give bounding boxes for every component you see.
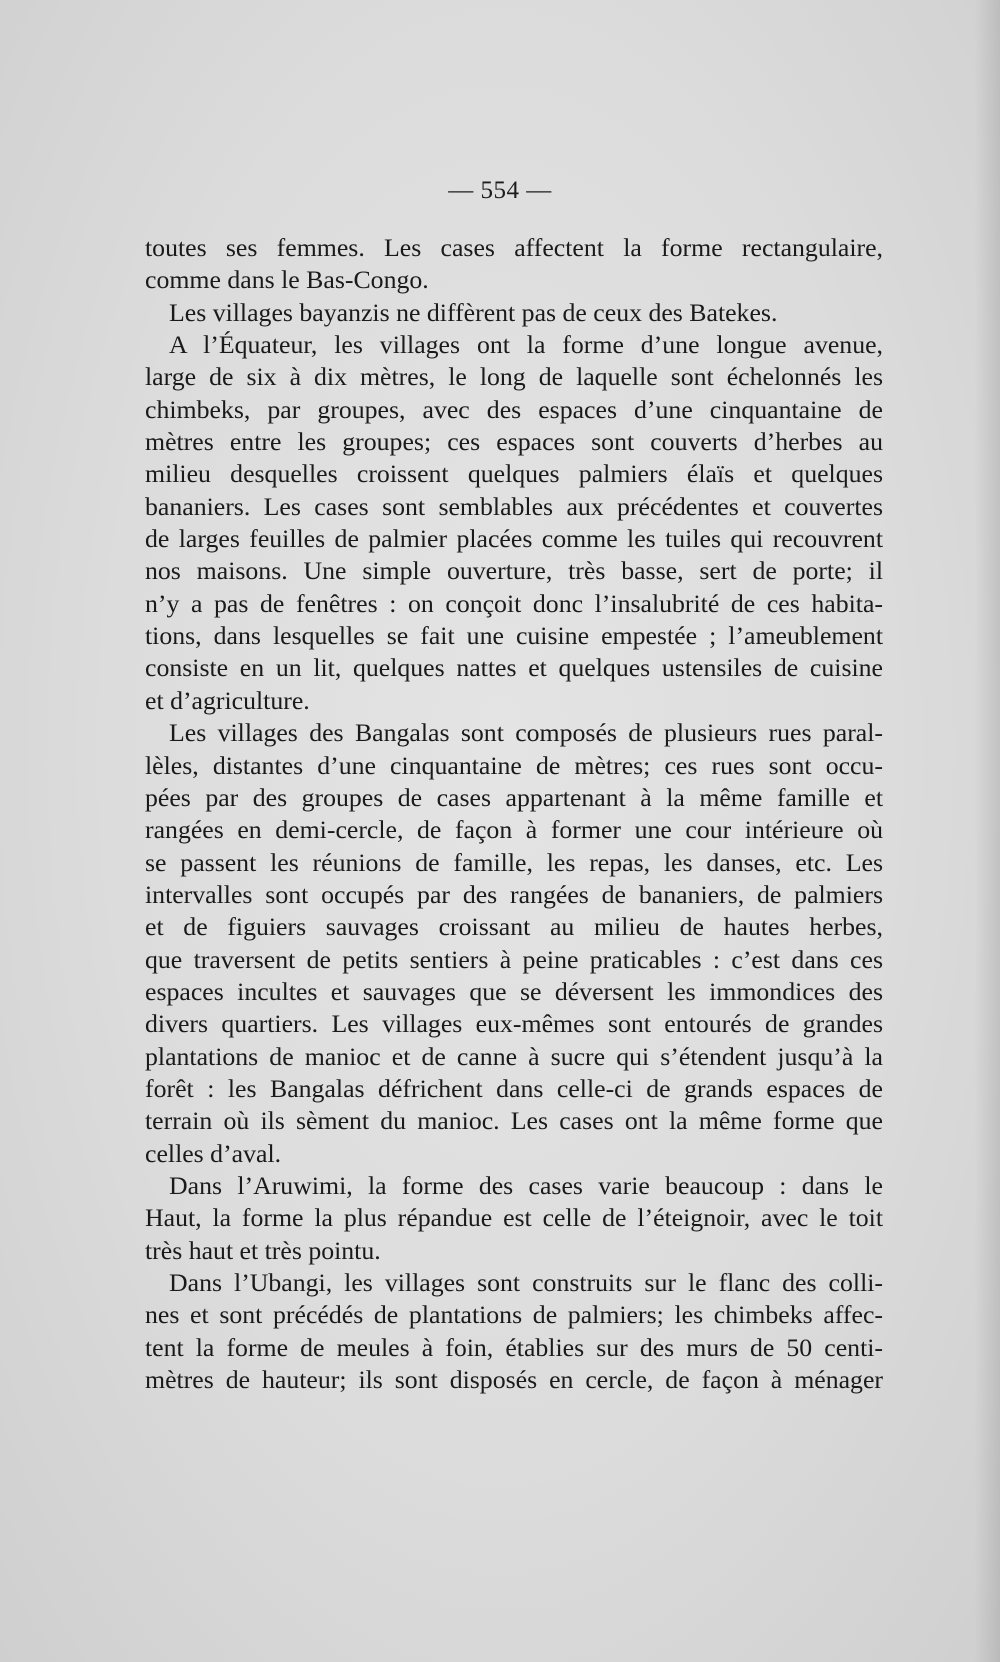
text-line: n’y a pas de fenêtres : on conçoit donc l’insalubrité de ces habita- [145,588,883,618]
text-line: comme dans le Bas-Congo. [145,265,429,295]
text-line: lèles, distantes d’une cinquantaine de mètres; ces rues sont occu- [145,750,883,780]
text-line: large de six à dix mètres, le long de laquelle sont échelonnés les [145,362,883,392]
text-line: se passent les réunions de famille, les repas, les danses, etc. Les [145,847,883,877]
text-line: celles d’aval. [145,1138,282,1168]
text-line: rangées en demi-cercle, de façon à former une cour intérieure où [145,815,883,845]
text-line: milieu desquelles croissent quelques palmiers élaïs et quelques [145,459,883,489]
text-line: très haut et très pointu. [145,1235,381,1265]
text-line: chimbeks, par groupes, avec des espaces d’une cinquantaine de [145,394,883,424]
text-line: mètres entre les groupes; ces espaces sont couverts d’herbes au [145,427,883,457]
text-line: A l’Équateur, les villages ont la forme d’une longue avenue, [169,330,883,360]
text-line: plantations de manioc et de canne à sucre qui s’étendent jusqu’à la [145,1041,883,1071]
text-line: forêt : les Bangalas défrichent dans celle-ci de grands espaces de [145,1073,883,1103]
text-line: terrain où ils sèment du manioc. Les cases ont la même forme que [145,1106,883,1136]
text-line: bananiers. Les cases sont semblables aux précédentes et couvertes [145,491,883,521]
text-line: consiste en un lit, quelques nattes et quelques ustensiles de cuisine [145,653,883,683]
text-line: et d’agriculture. [145,685,310,715]
text-line: Les villages bayanzis ne diffèrent pas de ceux des Batekes. [169,297,778,327]
text-line: que traversent de petits sentiers à peine praticables : c’est dans ces [145,944,883,974]
text-line: nes et sont précédés de plantations de palmiers; les chimbeks affec- [145,1300,883,1330]
text-line: Les villages des Bangalas sont composés de plusieurs rues paral- [169,718,883,748]
page-edge-shadow [974,0,1000,1662]
text-line: espaces incultes et sauvages que se déversent les immondices des [145,976,883,1006]
text-line: et de figuiers sauvages croissant au milieu de hautes herbes, [145,912,883,942]
page-number: — 554 — [448,177,552,204]
text-line: Dans l’Aruwimi, la forme des cases varie beaucoup : dans le [169,1170,883,1200]
text-line: de larges feuilles de palmier placées comme les tuiles qui recouvrent [145,524,883,554]
body-text [145,232,883,1396]
text-line: nos maisons. Une simple ouverture, très basse, sert de porte; il [145,556,883,586]
text-line: divers quartiers. Les villages eux-mêmes sont entourés de grandes [145,1009,883,1039]
text-line: Dans l’Ubangi, les villages sont construits sur le flanc des colli- [169,1268,883,1297]
text-line: tent la forme de meules à foin, établies sur des murs de 50 centi- [145,1332,883,1362]
text-line: Haut, la forme la plus répandue est celle de l’éteignoir, avec le toit [145,1203,883,1233]
text-line: pées par des groupes de cases appartenant à la même famille et [145,782,883,812]
text-line: tions, dans lesquelles se fait une cuisine empestée ; l’ameublement [145,621,883,651]
text-line: mètres de hauteur; ils sont disposés en cercle, de façon à ménager [145,1365,883,1395]
text-line: toutes ses femmes. Les cases affectent la forme rectangulaire, [145,233,883,262]
text-line: intervalles sont occupés par des rangées de bananiers, de palmiers [145,879,883,909]
